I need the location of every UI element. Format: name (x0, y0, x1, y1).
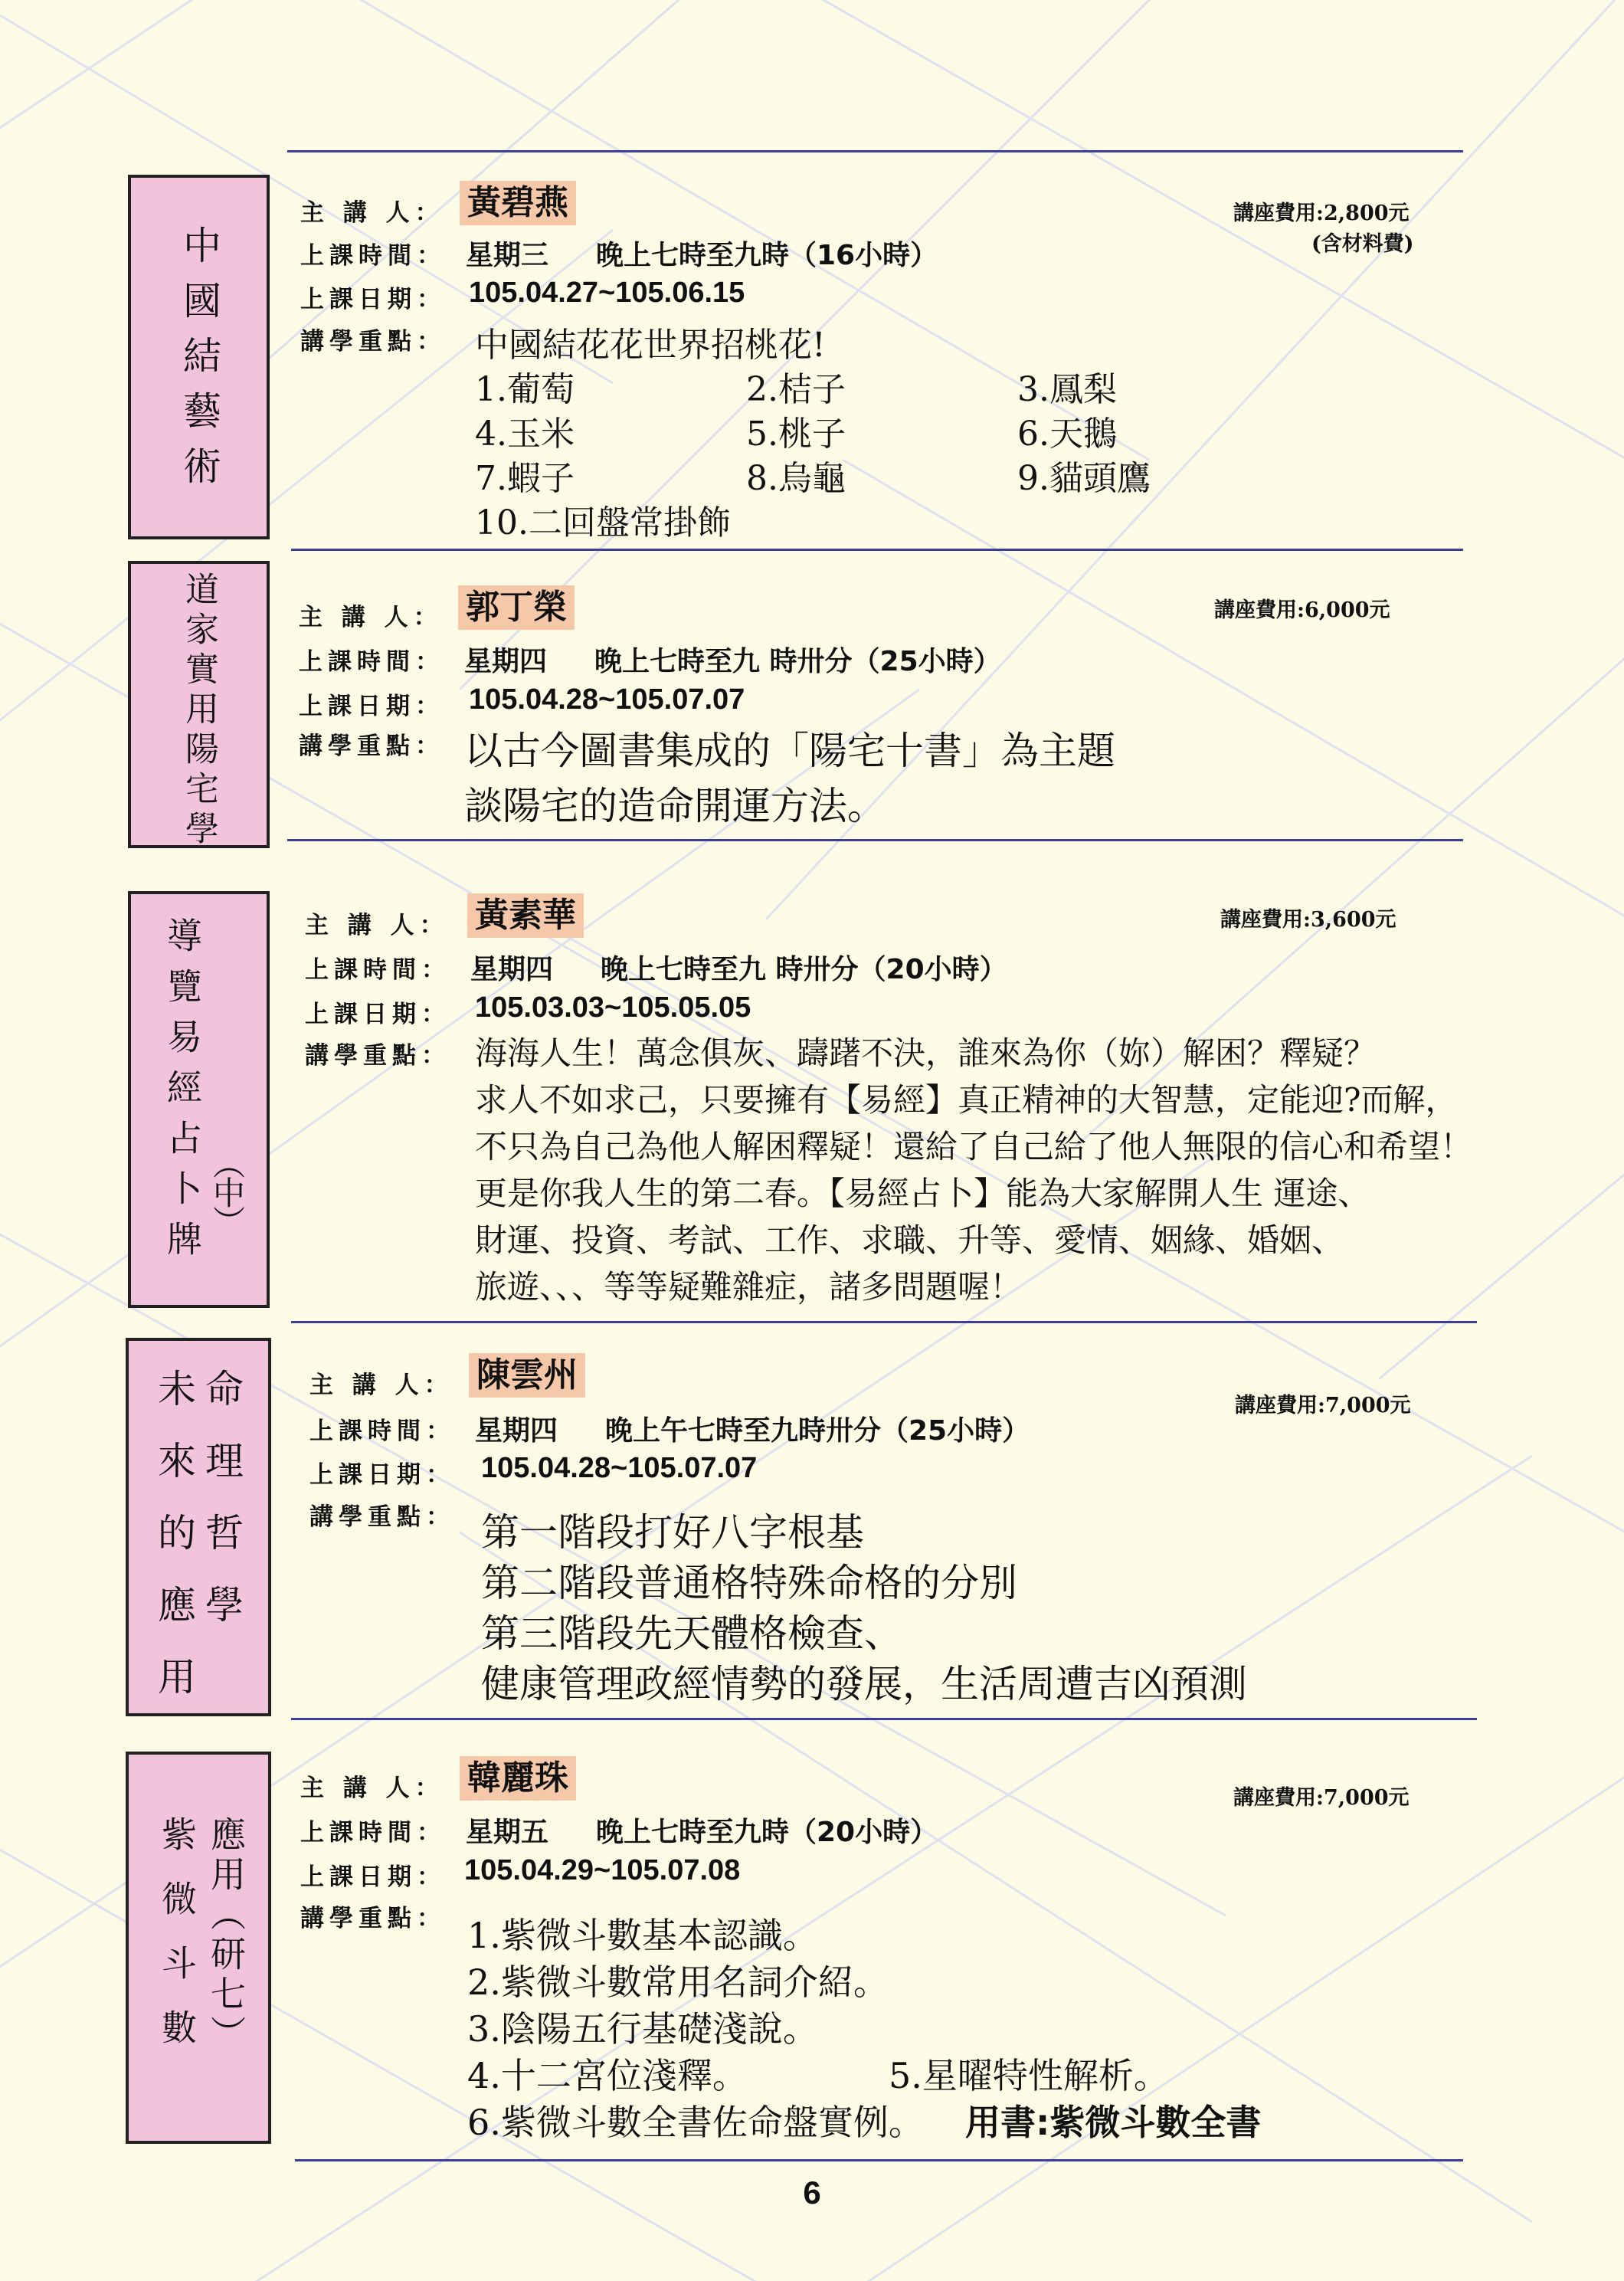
side-title-column: 道家實用陽宅學 (179, 572, 218, 850)
content-item: 用書:紫微斗數全書 (965, 2102, 1262, 2143)
content-line: 1.紫微斗數基本認識。 (467, 1915, 818, 1956)
course-side-title (128, 891, 270, 1308)
class-time: 晚上七時至九時（20小時） (596, 1817, 938, 1848)
divider-rule (291, 549, 1463, 551)
lecturer-name: 黃素華 (467, 893, 584, 938)
class-time-label: 上課時間： (300, 242, 446, 270)
divider-rule (295, 2159, 1463, 2161)
content-item: 5.星曜特性解析。 (889, 2055, 1169, 2096)
lecturer-label: 主 講 人： (300, 199, 444, 227)
content-line: 不只為自己為他人解困釋疑！還給了自己給了他人無限的信心和希望！ (475, 1128, 1473, 1165)
side-title-column: 未來的應用 (152, 1368, 196, 1729)
course-fee: 講座費用:6,000元 (1214, 598, 1390, 622)
key-points-label: 講學重點： (309, 1503, 455, 1531)
side-title-column: （中） (208, 1147, 246, 1234)
content-line: 求人不如求己，只要擁有【易經】真正精神的大智慧，定能迎?而解， (475, 1081, 1458, 1119)
side-title-column: 紫微斗數 (156, 1816, 198, 2073)
class-dates: 105.03.03~105.05.05 (475, 991, 751, 1024)
content-item: 6.紫微斗數全書佐命盤實例。 (467, 2102, 924, 2143)
course-side-title (128, 561, 270, 848)
content-item: 4.十二宮位淺釋。 (467, 2055, 748, 2096)
class-dates: 105.04.28~105.07.07 (481, 1452, 758, 1484)
divider-rule (291, 1718, 1477, 1720)
class-dates-label: 上課日期： (300, 1863, 446, 1891)
class-dates-label: 上課日期： (309, 1461, 455, 1489)
side-title-column: 導覽易經占卜牌 (162, 917, 203, 1271)
class-time-label: 上課時間： (300, 1819, 446, 1847)
content-item: 1.葡萄 (475, 370, 575, 409)
page-number: 6 (803, 2174, 821, 2211)
content-line: 海海人生！萬念俱灰、躊躇不決，誰來為你（妳）解困？釋疑？ (475, 1034, 1377, 1072)
content-line: 第二階段普通格特殊命格的分別 (481, 1561, 1017, 1605)
class-dates: 105.04.27~105.06.15 (469, 277, 745, 309)
content-line: 更是你我人生的第二春。【易經占卜】能為大家解開人生 運途、 (475, 1175, 1370, 1212)
content-item: 2.桔子 (746, 370, 846, 409)
side-title-column: 中國結藝術 (177, 225, 221, 501)
course-fee: 講座費用:7,000元 (1233, 1786, 1410, 1810)
divider-rule (291, 1321, 1477, 1323)
lecturer-name: 黃碧燕 (460, 181, 576, 225)
content-item: 3.鳳梨 (1017, 370, 1117, 409)
content-item: 6.天鵝 (1017, 415, 1117, 454)
course-fee: 講座費用:7,000元 (1235, 1394, 1411, 1417)
content-line: 旅遊、、、等等疑難雜症，諸多問題喔！ (475, 1268, 1023, 1306)
class-time: 晚上七時至九 時卅分（25小時） (594, 646, 1001, 677)
content-item: 5.桃子 (746, 415, 846, 454)
class-dates-label: 上課日期： (305, 1001, 450, 1028)
side-title-column: 命理哲學 (199, 1368, 244, 1657)
class-time: 晚上午七時至九時卅分（25小時） (605, 1415, 1030, 1447)
course-fee: 講座費用:2,800元 (1233, 202, 1410, 225)
lecturer-label: 主 講 人： (309, 1372, 453, 1399)
key-points-label: 講學重點： (305, 1042, 450, 1070)
content-line: 以古今圖書集成的「陽宅十書」為主題 (464, 729, 1115, 773)
class-dates-label: 上課日期： (299, 693, 444, 720)
content-line: 第三階段先天體格檢查、 (481, 1611, 902, 1656)
class-dates-label: 上課日期： (300, 286, 446, 313)
divider-rule (287, 150, 1463, 152)
course-side-title (128, 175, 270, 539)
class-time: 晚上七時至九時（16小時） (596, 240, 938, 271)
class-time-label: 上課時間： (309, 1417, 455, 1445)
course-fee-note: (含材料費) (1311, 232, 1414, 256)
key-points-label: 講學重點： (300, 328, 446, 356)
key-points-label: 講學重點： (299, 732, 444, 760)
class-dates: 105.04.28~105.07.07 (469, 683, 745, 716)
class-day: 星期四 (470, 954, 554, 985)
lecturer-name: 陳雲州 (469, 1353, 585, 1398)
content-item: 9.貓頭鷹 (1017, 459, 1151, 498)
divider-rule (287, 839, 1463, 841)
content-line: 健康管理政經情勢的發展，生活周遭吉凶預測 (481, 1662, 1247, 1706)
class-day: 星期五 (466, 1817, 549, 1848)
content-line: 3.陰陽五行基礎淺說。 (467, 2008, 818, 2050)
class-day: 星期三 (466, 240, 549, 271)
content-line: 中國結花花世界招桃花! (475, 326, 826, 365)
class-day: 星期四 (464, 646, 548, 677)
lecturer-label: 主 講 人： (300, 1775, 444, 1802)
content-line: 2.紫微斗數常用名詞介紹。 (467, 1961, 889, 2003)
class-time-label: 上課時間： (299, 648, 444, 676)
content-line: 第一階段打好八字根基 (481, 1510, 864, 1555)
course-side-title (126, 1752, 271, 2144)
lecturer-name: 郭丁榮 (458, 585, 575, 630)
content-item: 4.玉米 (475, 415, 575, 454)
content-item: 7.蝦子 (475, 459, 575, 498)
content-line: 10.二回盤常掛飾 (475, 503, 731, 542)
lecturer-label: 主 講 人： (299, 604, 443, 631)
lecturer-name: 韓麗珠 (460, 1756, 576, 1801)
course-fee: 講座費用:3,600元 (1220, 908, 1396, 932)
content-line: 談陽宅的造命開運方法。 (464, 784, 886, 828)
class-time: 晚上七時至九 時卅分（20小時） (601, 954, 1007, 985)
content-item: 8.烏龜 (746, 459, 846, 498)
class-day: 星期四 (475, 1415, 558, 1447)
content-line: 財運、投資、考試、工作、求職、升等、愛情、姻緣、婚姻、 (475, 1221, 1344, 1259)
lecturer-label: 主 講 人： (305, 912, 449, 939)
course-side-title (126, 1338, 271, 1729)
class-time-label: 上課時間： (305, 956, 450, 984)
class-dates: 105.04.29~105.07.08 (464, 1854, 741, 1886)
key-points-label: 講學重點： (300, 1905, 446, 1932)
side-title-column: 應用（研七） (205, 1816, 247, 2055)
